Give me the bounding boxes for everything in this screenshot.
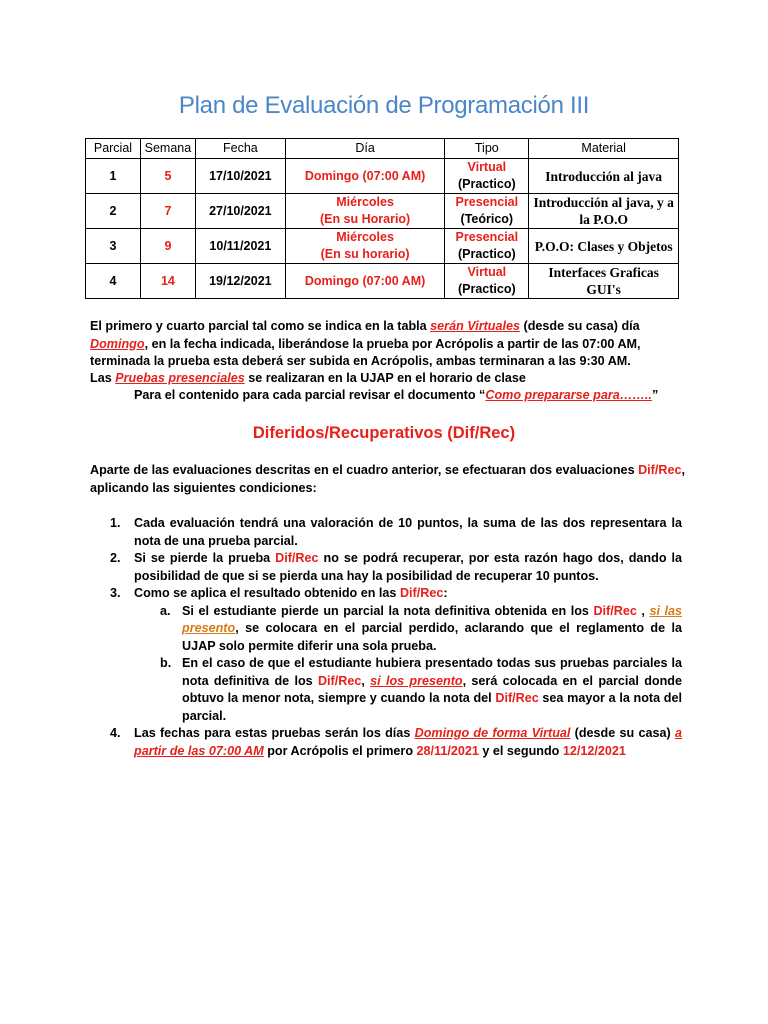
cell-material: Introducción al java, y a la P.O.O [529, 194, 679, 229]
cell-fecha: 10/11/2021 [195, 229, 285, 264]
list-number: 2. [110, 551, 121, 565]
tipo-main: Presencial [455, 230, 519, 244]
header-dia: Día [285, 139, 445, 159]
presento-text: si los presento [370, 673, 463, 688]
text: Las fechas para estas pruebas serán los días [134, 726, 415, 740]
cell-parcial: 3 [86, 229, 141, 264]
difrec-text: Dif/Rec [399, 586, 444, 600]
cell-dia [285, 229, 445, 264]
text: Si el estudiante pierde un parcial la nota definitiva obtenida en los [182, 603, 594, 618]
tipo-sub: (Practico) [457, 177, 516, 191]
cell-material: Introducción al java [529, 159, 679, 194]
sub-list-item [134, 655, 682, 725]
text: (desde su casa) [570, 726, 675, 740]
cell-tipo [445, 229, 529, 264]
text: , en la fecha indicada, liberándose la prueba por Acrópolis a partir de las 07:00 AM, terminada la prueba esta deberá ser subida en Acrópolis, ambas terminaran a las 9:30 AM. [90, 336, 641, 368]
paragraph-presential-tests [90, 370, 690, 388]
text: no se podrá recuperar, por esta razón hago dos, dando la posibilidad de que si se pierda una hay la posibilidad de recuperar 10 puntos. [134, 551, 683, 583]
cell-fecha: 17/10/2021 [195, 159, 285, 194]
text: Para el contenido para cada parcial revisar el documento “ [134, 388, 486, 402]
difrec-text: Dif/Rec [495, 691, 539, 705]
header-semana: Semana [140, 139, 195, 159]
section-heading: Diferidos/Recuperativos (Dif/Rec) [252, 424, 516, 442]
difrec-text: Dif/Rec [275, 551, 319, 565]
virtual-link-text: serán Virtuales [430, 319, 520, 333]
page-title: Plan de Evaluación de Programación III [178, 92, 590, 119]
text: Las [90, 371, 116, 385]
text: Aparte de las evaluaciones descritas en el cuadro anterior, se efectuaran dos evaluaciones [90, 463, 639, 477]
difrec-text: Dif/Rec [593, 603, 637, 618]
text: , [636, 603, 650, 618]
date-text: 28/11/2021 [416, 743, 479, 758]
sub-list [134, 603, 682, 726]
tipo-main: Virtual [467, 265, 507, 279]
text: Si se pierde la prueba [134, 551, 276, 565]
intro-paragraph [90, 462, 690, 497]
difrec-text: Dif/Rec [317, 673, 362, 688]
cell-parcial: 1 [86, 159, 141, 194]
document-reference: Como prepararse para…….. [485, 388, 652, 402]
cell-parcial: 4 [86, 264, 141, 299]
difrec-text: Dif/Rec [638, 463, 682, 477]
cell-tipo [445, 264, 529, 299]
cell-semana: 9 [140, 229, 195, 264]
dia-line: (En su horario) [320, 247, 410, 261]
text: por Acrópolis el primero [263, 743, 417, 758]
paragraph-content-doc [134, 387, 734, 405]
time-text: a partir de las 07:00 AM [134, 726, 682, 758]
domingo-text: Domingo de forma Virtual [414, 726, 571, 740]
text: Cada evaluación tendrá una valoración de 10 puntos, la suma de las dos representara la nota de una prueba parcial. [134, 516, 682, 548]
presento-text: si las presento [182, 603, 682, 635]
tipo-main: Presencial [455, 195, 519, 209]
tipo-main: Virtual [467, 160, 507, 174]
list-item [90, 585, 682, 725]
dia-line: Miércoles [336, 230, 394, 244]
cell-dia [285, 159, 445, 194]
cell-semana: 5 [140, 159, 195, 194]
tipo-sub: (Teórico) [460, 212, 514, 226]
list-item [90, 725, 682, 760]
text: sea mayor a la nota del parcial. [182, 691, 682, 723]
text: , [361, 673, 371, 688]
tipo-sub: (Practico) [457, 247, 516, 261]
header-tipo: Tipo [445, 139, 529, 159]
table-header-row [86, 139, 679, 159]
cell-fecha: 27/10/2021 [195, 194, 285, 229]
cell-parcial: 2 [86, 194, 141, 229]
cell-tipo [445, 194, 529, 229]
evaluation-table [85, 138, 679, 299]
dia-line: Domingo (07:00 AM) [304, 168, 426, 183]
cell-tipo [445, 159, 529, 194]
cell-dia [285, 264, 445, 299]
text: Como se aplica el resultado obtenido en las [134, 586, 400, 600]
table-row [86, 194, 679, 229]
tipo-sub: (Practico) [457, 282, 516, 296]
text: : [443, 586, 448, 600]
text: (desde su casa) día [520, 319, 640, 333]
sub-list-item [134, 603, 682, 656]
text: , será colocada en el parcial donde obtuvo la menor nota, siempre y cuando la nota del [182, 673, 682, 705]
presenciales-text: Pruebas presenciales [115, 371, 245, 385]
text: ” [651, 388, 659, 402]
list-number: 1. [110, 516, 121, 530]
table-row [86, 229, 679, 264]
cell-material: P.O.O: Clases y Objetos [529, 229, 679, 264]
list-number: 3. [110, 586, 121, 600]
cell-dia [285, 194, 445, 229]
paragraph-virtual-tests [90, 318, 690, 371]
list-item [90, 515, 682, 550]
text: , se colocara en el parcial perdido, aclarando que el reglamento de la UJAP solo permite diferir una sola prueba. [182, 621, 682, 653]
dia-line: (En su Horario) [319, 212, 411, 226]
text: , aplicando las siguientes condiciones: [90, 463, 685, 495]
conditions-list [90, 515, 682, 760]
domingo-text: Domingo [90, 336, 145, 351]
text: y el segundo [478, 743, 563, 758]
dia-line: Miércoles [336, 195, 394, 209]
cell-material: Interfaces Graficas GUI's [529, 264, 679, 299]
dia-line: Domingo (07:00 AM) [304, 273, 426, 288]
header-fecha: Fecha [195, 139, 285, 159]
cell-semana: 7 [140, 194, 195, 229]
cell-semana: 14 [140, 264, 195, 299]
list-letter: b. [160, 656, 172, 670]
list-letter: a. [160, 603, 171, 618]
text: En el caso de que el estudiante hubiera presentado todas sus pruebas parciales la nota definitiva de los [182, 656, 682, 688]
list-number: 4. [110, 726, 121, 740]
header-parcial: Parcial [86, 139, 141, 159]
table-row [86, 159, 679, 194]
list-item [90, 550, 682, 585]
date-text: 12/12/2021 [562, 743, 626, 758]
cell-fecha: 19/12/2021 [195, 264, 285, 299]
text: El primero y cuarto parcial tal como se indica en la tabla [90, 319, 431, 333]
text: se realizaran en la UJAP en el horario de clase [244, 371, 526, 385]
table-row [86, 264, 679, 299]
header-material: Material [529, 139, 679, 159]
